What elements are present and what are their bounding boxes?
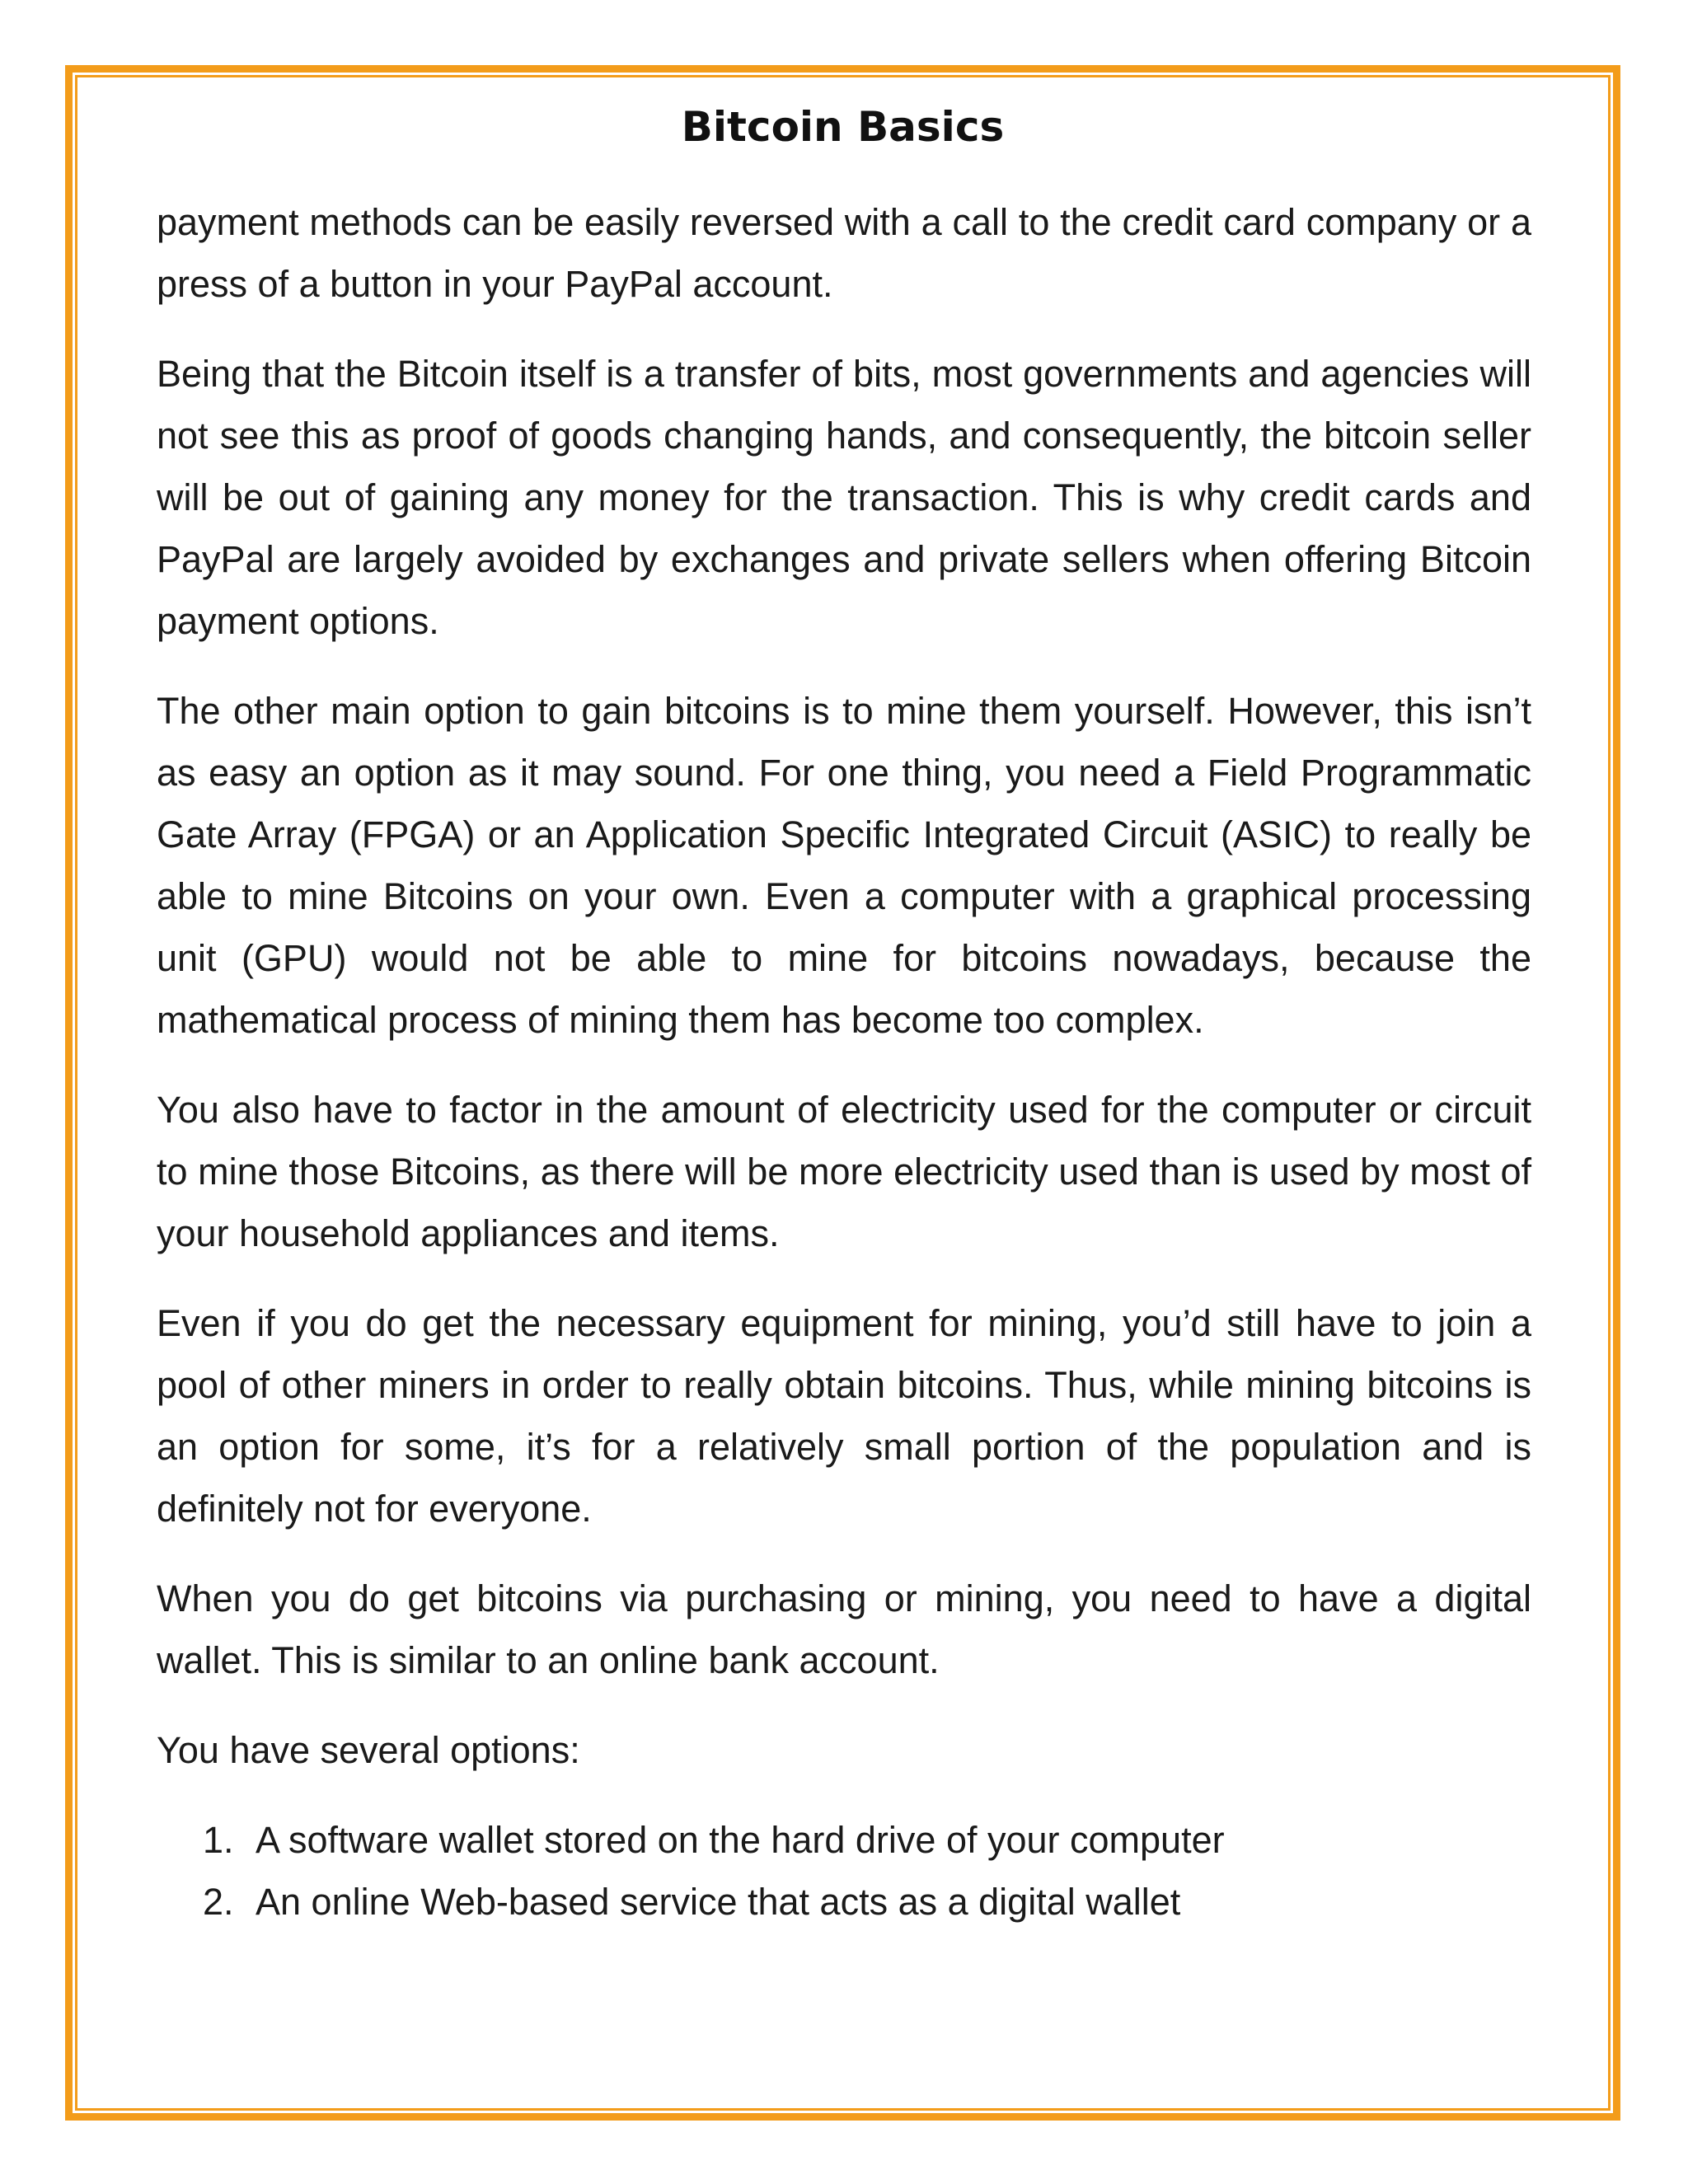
paragraph: You have several options: bbox=[157, 1729, 580, 1771]
list-item-text: An online Web-based service that acts as a digital wallet bbox=[256, 1881, 1181, 1923]
paragraph: When you do get bitcoins via purchasing or mining, you need to have a digital wallet. This is similar to an online bank account. bbox=[157, 1577, 1531, 1681]
paragraph: payment methods can be easily reversed with a call to the credit card company or a press of a button in your PayPal account. bbox=[157, 201, 1531, 305]
paragraph: Even if you do get the necessary equipment for mining, you’d still have to join a pool of other miners in order to really obtain bitcoins. Thus, while mining bitcoins is an option for some, it’s for a relatively small portion of the population and is definitely not for everyone. bbox=[157, 1302, 1531, 1530]
paragraph: You also have to factor in the amount of electricity used for the computer or circuit to mine those Bitcoins, as there will be more electricity used than is used by most of your household appliances and items. bbox=[157, 1089, 1531, 1254]
document-body bbox=[157, 191, 1531, 1933]
page-title: Bitcoin Basics bbox=[681, 103, 1005, 151]
options-list bbox=[157, 1809, 1531, 1933]
list-item bbox=[157, 1809, 1531, 1871]
paragraph: Being that the Bitcoin itself is a transfer of bits, most governments and agencies will not see this as proof of goods changing hands, and consequently, the bitcoin seller will be out of gaining any money for the transaction. This is why credit cards and PayPal are largely avoided by exchanges and private sellers when offering Bitcoin payment options. bbox=[157, 353, 1531, 642]
list-item-text: A software wallet stored on the hard drive of your computer bbox=[256, 1819, 1225, 1861]
list-item bbox=[157, 1871, 1531, 1933]
list-item-number: 2. bbox=[203, 1881, 234, 1923]
list-item-number: 1. bbox=[203, 1819, 234, 1861]
paragraph: The other main option to gain bitcoins is to mine them yourself. However, this isn’t as easy an option as it may sound. For one thing, you need a Field Programmatic Gate Array (FPGA) or an Application Specific Integrated Circuit (ASIC) to really be able to mine Bitcoins on your own. Even a computer with a graphical processing unit (GPU) would not be able to mine for bitcoins nowadays, because the mathematical process of mining them has become too complex. bbox=[157, 690, 1531, 1041]
